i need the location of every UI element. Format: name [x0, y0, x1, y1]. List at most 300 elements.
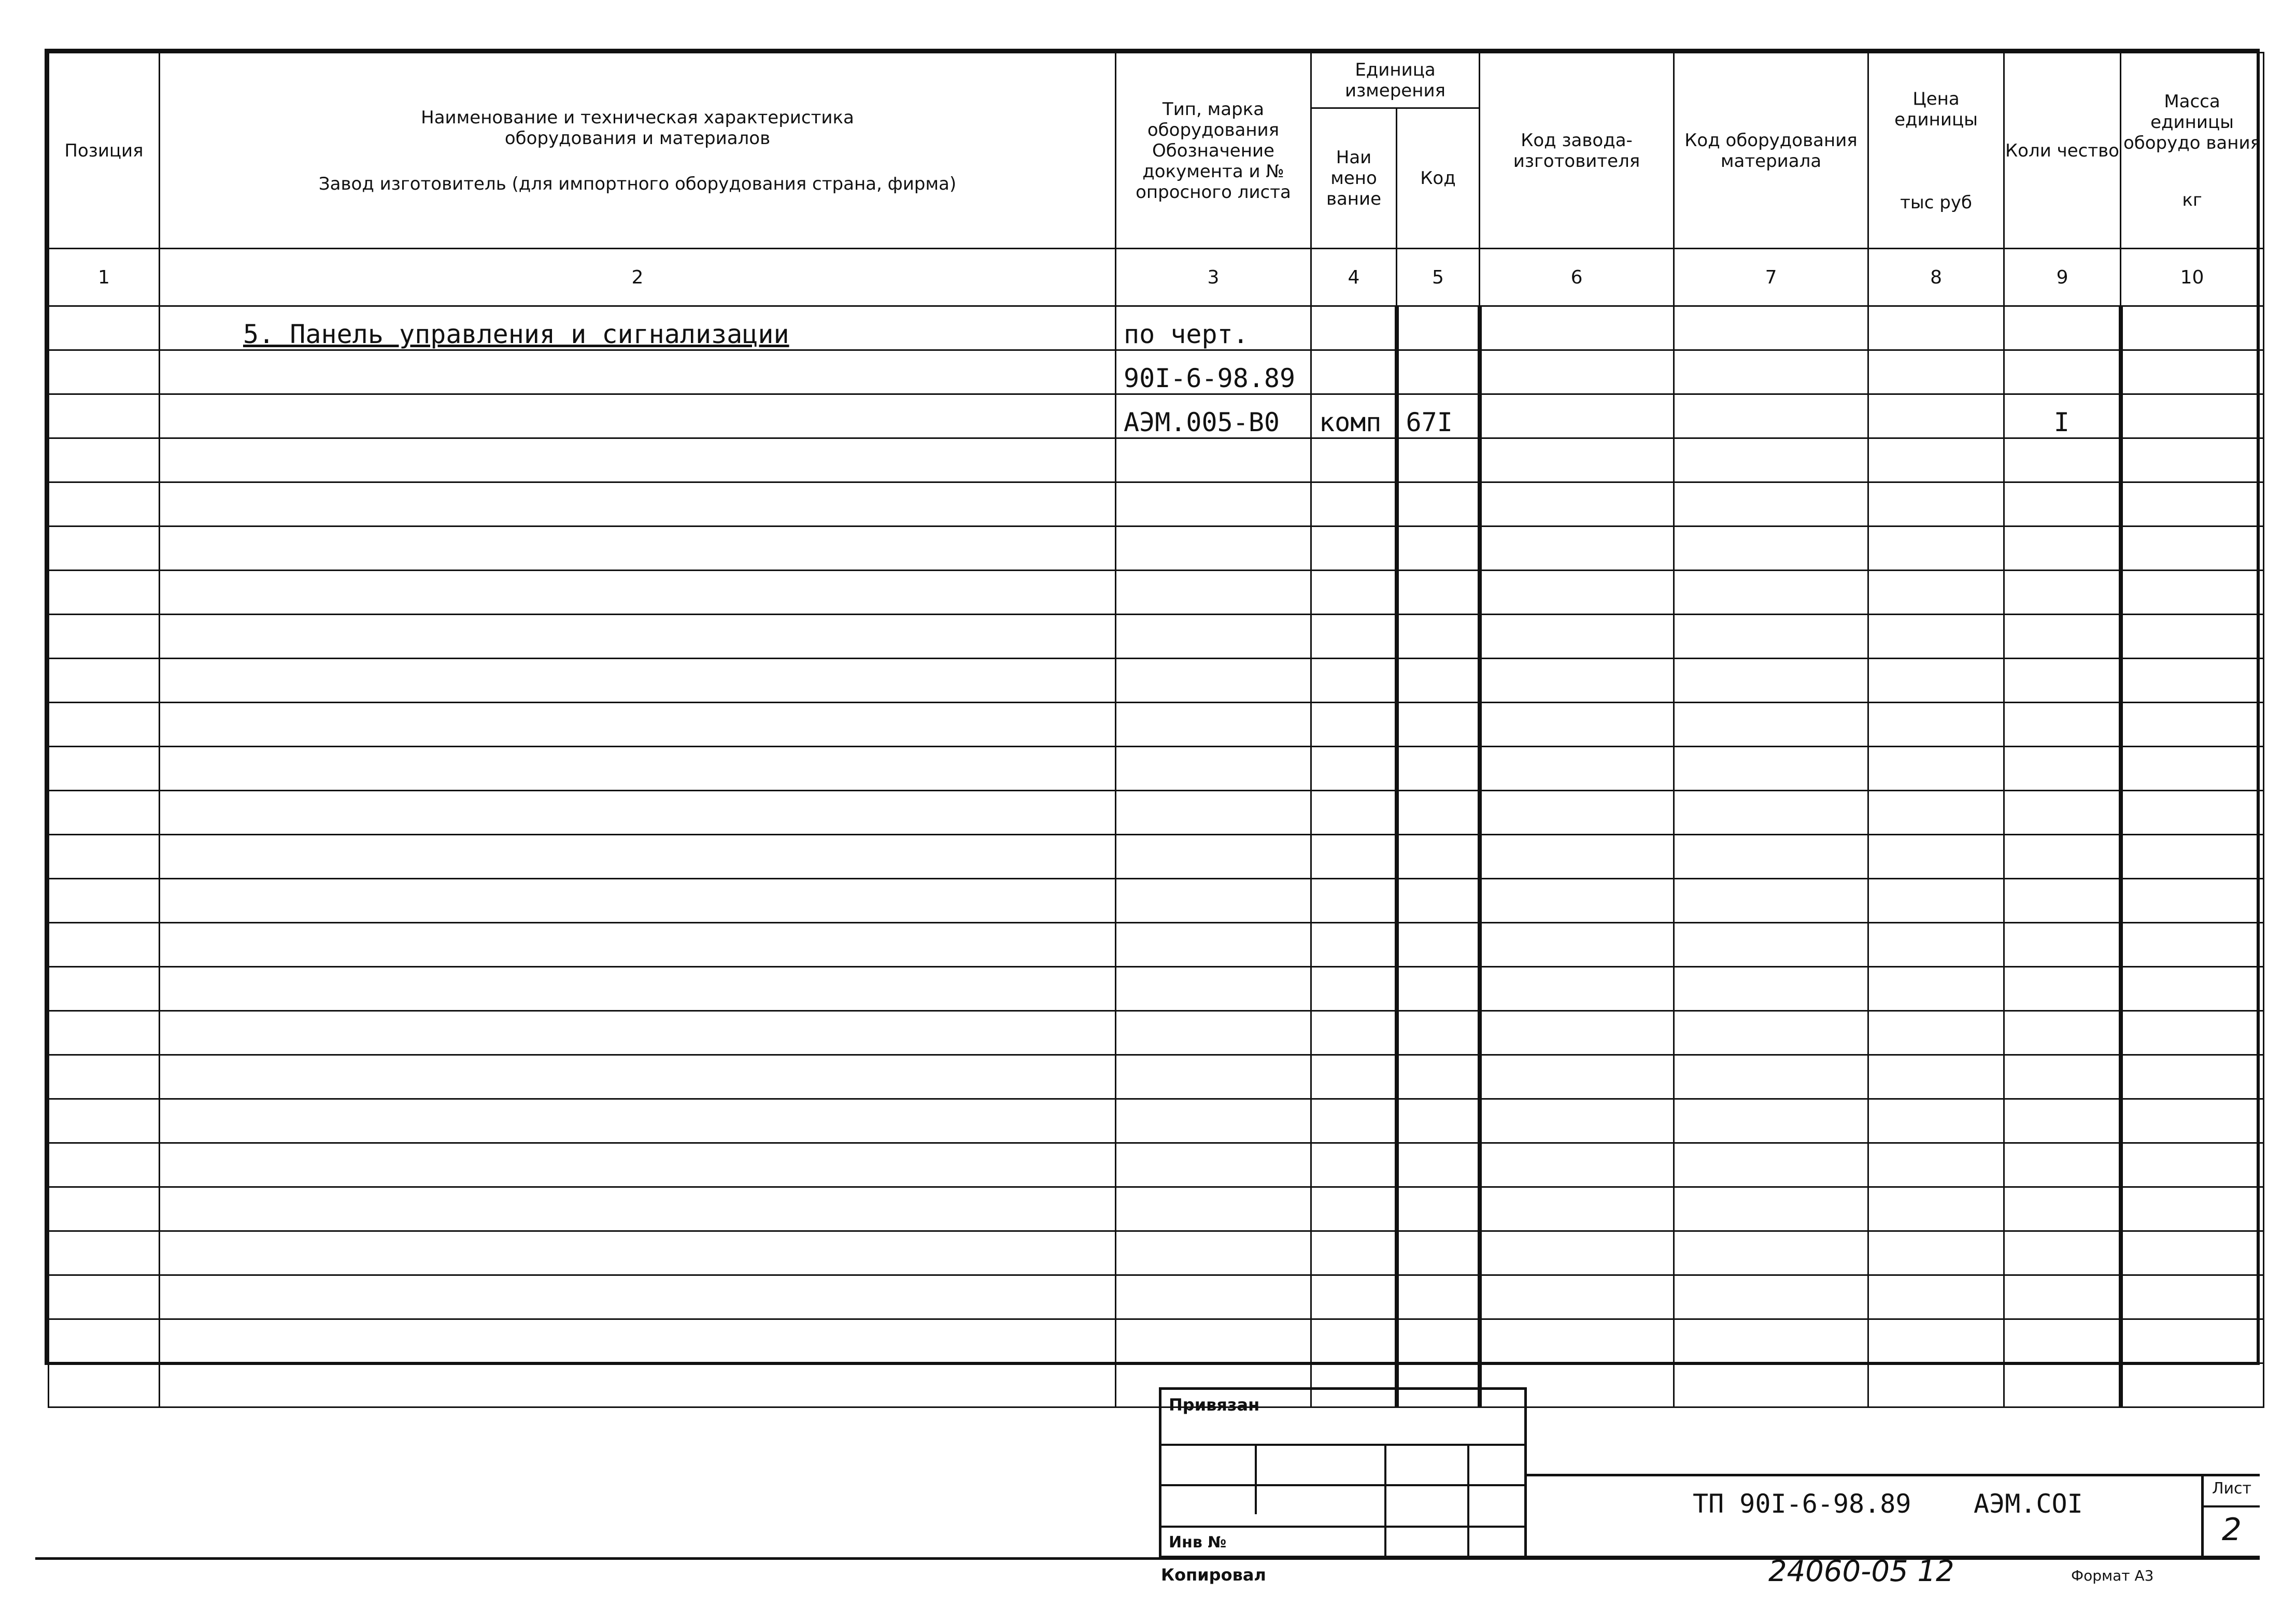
- mass-cell: [2121, 1099, 2264, 1143]
- maker-code-cell: [1480, 1143, 1674, 1187]
- quantity-cell: [2004, 791, 2121, 835]
- table-row: [49, 1319, 2264, 1363]
- name-cell: [160, 1319, 1116, 1363]
- equipment-code-cell: [1674, 394, 1868, 438]
- type-cell: [1116, 747, 1311, 791]
- table-row: [49, 438, 2264, 482]
- unit-code-cell: [1397, 659, 1480, 703]
- name-cell: [160, 967, 1116, 1011]
- quantity-cell: [2004, 1011, 2121, 1055]
- header-unit-name: Наи мено вание: [1311, 108, 1397, 249]
- type-cell: [1116, 527, 1311, 571]
- name-cell: 5. Панель управления и сигнализации: [160, 306, 1116, 350]
- header-price-unit: тыс руб: [1900, 192, 1972, 213]
- table-row: [49, 615, 2264, 659]
- maker-code-cell: [1480, 438, 1674, 482]
- table-row: [49, 394, 2264, 438]
- equipment-code-cell: [1674, 1055, 1868, 1099]
- binding-stamp: [1159, 1387, 1527, 1558]
- type-cell: [1116, 967, 1311, 1011]
- quantity-cell: [2004, 1099, 2121, 1143]
- equipment-code-cell: [1674, 923, 1868, 967]
- equipment-code-cell: [1674, 438, 1868, 482]
- maker-code-cell: [1480, 659, 1674, 703]
- mass-cell: [2121, 923, 2264, 967]
- type-cell: [1116, 791, 1311, 835]
- header-description-line1: Наименование и техническая характеристика: [421, 107, 854, 128]
- unit-code-cell: [1397, 350, 1480, 394]
- equipment-code-cell: [1674, 835, 1868, 879]
- maker-code-cell: [1480, 747, 1674, 791]
- type-cell: [1116, 571, 1311, 615]
- mass-cell: [2121, 1187, 2264, 1231]
- maker-code-cell: [1480, 967, 1674, 1011]
- unit-name-cell: [1311, 527, 1397, 571]
- mass-cell: [2121, 967, 2264, 1011]
- maker-code-cell: [1480, 703, 1674, 747]
- unit-code-cell: [1397, 438, 1480, 482]
- document-designation: ТП 90I-6-98.89: [1693, 1489, 1911, 1519]
- equipment-code-cell: [1674, 1319, 1868, 1363]
- position-cell: [49, 1099, 160, 1143]
- header-quantity: Коли чество: [2004, 53, 2121, 249]
- unit-name-cell: [1311, 923, 1397, 967]
- header-mass: [2121, 53, 2264, 249]
- position-cell: [49, 923, 160, 967]
- unit-name-cell: [1311, 747, 1397, 791]
- type-cell: [1116, 1275, 1311, 1319]
- name-cell: [160, 1187, 1116, 1231]
- mass-cell: [2121, 527, 2264, 571]
- type-cell: [1116, 438, 1311, 482]
- position-cell: [49, 482, 160, 527]
- stamp-divider: [1161, 1484, 1524, 1486]
- stamp-title: Привязан: [1169, 1395, 1260, 1415]
- unit-name-cell: [1311, 615, 1397, 659]
- mass-cell: [2121, 615, 2264, 659]
- position-cell: [49, 306, 160, 350]
- unit-code-cell: [1397, 482, 1480, 527]
- equipment-code-cell: [1674, 703, 1868, 747]
- equipment-code-cell: [1674, 1011, 1868, 1055]
- equipment-code-cell: [1674, 1099, 1868, 1143]
- mass-cell: [2121, 482, 2264, 527]
- equipment-code-cell: [1674, 1143, 1868, 1187]
- name-cell: [160, 527, 1116, 571]
- quantity-cell: [2004, 923, 2121, 967]
- equipment-code-cell: [1674, 571, 1868, 615]
- price-cell: [1868, 350, 2004, 394]
- unit-name-cell: [1311, 1011, 1397, 1055]
- mass-cell: [2121, 879, 2264, 923]
- name-cell: [160, 923, 1116, 967]
- position-cell: [49, 1363, 160, 1407]
- price-cell: [1868, 1363, 2004, 1407]
- unit-code-cell: [1397, 747, 1480, 791]
- price-cell: [1868, 1055, 2004, 1099]
- quantity-cell: [2004, 1275, 2121, 1319]
- mass-cell: [2121, 703, 2264, 747]
- quantity-cell: [2004, 306, 2121, 350]
- column-number-cell: 5: [1397, 249, 1480, 306]
- quantity-cell: [2004, 1143, 2121, 1187]
- type-cell: [1116, 1055, 1311, 1099]
- table-row: [49, 527, 2264, 571]
- name-cell: [160, 659, 1116, 703]
- type-cell: АЭМ.005-В0: [1116, 394, 1311, 438]
- maker-code-cell: [1480, 1187, 1674, 1231]
- maker-code-cell: [1480, 527, 1674, 571]
- stamp-divider: [1384, 1446, 1386, 1556]
- unit-name-cell: [1311, 350, 1397, 394]
- unit-code-cell: [1397, 791, 1480, 835]
- table-row: [49, 879, 2264, 923]
- unit-code-cell: [1397, 1055, 1480, 1099]
- table-row: [49, 923, 2264, 967]
- maker-code-cell: [1480, 615, 1674, 659]
- mass-cell: [2121, 1319, 2264, 1363]
- equipment-code-cell: [1674, 791, 1868, 835]
- table-row: [49, 1011, 2264, 1055]
- unit-code-cell: [1397, 703, 1480, 747]
- table-row: [49, 571, 2264, 615]
- price-cell: [1868, 747, 2004, 791]
- header-description-line3: Завод изготовитель (для импортного оборудования страна, фирма): [318, 173, 957, 194]
- mass-cell: [2121, 394, 2264, 438]
- quantity-cell: [2004, 703, 2121, 747]
- column-number-cell: 6: [1480, 249, 1674, 306]
- sheet-number-box: [2201, 1476, 2260, 1556]
- unit-name-cell: [1311, 791, 1397, 835]
- price-cell: [1868, 1011, 2004, 1055]
- price-cell: [1868, 394, 2004, 438]
- name-cell: [160, 1143, 1116, 1187]
- table-row: [49, 1055, 2264, 1099]
- equipment-code-cell: [1674, 1187, 1868, 1231]
- equipment-code-cell: [1674, 879, 1868, 923]
- column-number-cell: 9: [2004, 249, 2121, 306]
- price-cell: [1868, 527, 2004, 571]
- table-row: [49, 1187, 2264, 1231]
- stamp-divider: [1161, 1526, 1524, 1528]
- name-cell: [160, 1231, 1116, 1275]
- price-cell: [1868, 1231, 2004, 1275]
- unit-code-cell: [1397, 1011, 1480, 1055]
- position-cell: [49, 571, 160, 615]
- equipment-code-cell: [1674, 350, 1868, 394]
- name-cell: [160, 1099, 1116, 1143]
- mass-cell: [2121, 1275, 2264, 1319]
- quantity-cell: I: [2004, 394, 2121, 438]
- price-cell: [1868, 659, 2004, 703]
- type-cell: [1116, 923, 1311, 967]
- header-equipment-code: Код оборудования материала: [1674, 53, 1868, 249]
- header-type: Тип, марка оборудования Обозначение документа и № опросного листа: [1116, 53, 1311, 249]
- unit-code-cell: [1397, 571, 1480, 615]
- name-cell: [160, 703, 1116, 747]
- quantity-cell: [2004, 1187, 2121, 1231]
- header-unit-group: Единица измерения: [1311, 53, 1480, 108]
- maker-code-cell: [1480, 879, 1674, 923]
- maker-code-cell: [1480, 1319, 1674, 1363]
- maker-code-cell: [1480, 791, 1674, 835]
- table-row: [49, 1099, 2264, 1143]
- type-cell: [1116, 835, 1311, 879]
- type-cell: [1116, 1099, 1311, 1143]
- name-cell: [160, 615, 1116, 659]
- unit-name-cell: [1311, 306, 1397, 350]
- unit-code-cell: [1397, 967, 1480, 1011]
- price-cell: [1868, 1143, 2004, 1187]
- table-row: [49, 659, 2264, 703]
- unit-code-cell: [1397, 1275, 1480, 1319]
- price-cell: [1868, 967, 2004, 1011]
- table-row: [49, 1275, 2264, 1319]
- table-body: [49, 306, 2264, 1407]
- maker-code-cell: [1480, 571, 1674, 615]
- equipment-code-cell: [1674, 659, 1868, 703]
- type-cell: [1116, 1143, 1311, 1187]
- price-cell: [1868, 1187, 2004, 1231]
- sheet-label: Лист: [2204, 1479, 2260, 1507]
- equipment-code-cell: [1674, 967, 1868, 1011]
- unit-name-cell: комп: [1311, 394, 1397, 438]
- quantity-cell: [2004, 879, 2121, 923]
- name-cell: [160, 1055, 1116, 1099]
- name-cell: [160, 571, 1116, 615]
- column-number-cell: 10: [2121, 249, 2264, 306]
- name-cell: [160, 350, 1116, 394]
- mass-cell: [2121, 438, 2264, 482]
- price-cell: [1868, 438, 2004, 482]
- unit-code-cell: 67I: [1397, 394, 1480, 438]
- quantity-cell: [2004, 1055, 2121, 1099]
- price-cell: [1868, 482, 2004, 527]
- table-row: [49, 350, 2264, 394]
- unit-name-cell: [1311, 571, 1397, 615]
- maker-code-cell: [1480, 350, 1674, 394]
- quantity-cell: [2004, 571, 2121, 615]
- equipment-code-cell: [1674, 615, 1868, 659]
- table-row: [49, 482, 2264, 527]
- unit-name-cell: [1311, 1055, 1397, 1099]
- mass-cell: [2121, 659, 2264, 703]
- mass-cell: [2121, 571, 2264, 615]
- maker-code-cell: [1480, 1275, 1674, 1319]
- quantity-cell: [2004, 967, 2121, 1011]
- quantity-cell: [2004, 527, 2121, 571]
- position-cell: [49, 438, 160, 482]
- maker-code-cell: [1480, 306, 1674, 350]
- mass-cell: [2121, 350, 2264, 394]
- name-cell: [160, 747, 1116, 791]
- unit-code-cell: [1397, 1187, 1480, 1231]
- stamp-divider: [1255, 1446, 1257, 1514]
- column-number-cell: 7: [1674, 249, 1868, 306]
- name-cell: [160, 791, 1116, 835]
- header-mass-unit: кг: [2182, 189, 2202, 210]
- mass-cell: [2121, 1363, 2264, 1407]
- quantity-cell: [2004, 747, 2121, 791]
- position-cell: [49, 1319, 160, 1363]
- column-number-cell: 4: [1311, 249, 1397, 306]
- position-cell: [49, 1231, 160, 1275]
- document-code: АЭМ.СОI: [1974, 1489, 2083, 1519]
- table-row: [49, 703, 2264, 747]
- name-cell: [160, 1275, 1116, 1319]
- quantity-cell: [2004, 438, 2121, 482]
- maker-code-cell: [1480, 482, 1674, 527]
- unit-code-cell: [1397, 1231, 1480, 1275]
- unit-name-cell: [1311, 1231, 1397, 1275]
- mass-cell: [2121, 1231, 2264, 1275]
- header-description-line2: оборудования и материалов: [504, 127, 771, 149]
- table-row: [49, 747, 2264, 791]
- table-row: [49, 1363, 2264, 1407]
- price-cell: [1868, 879, 2004, 923]
- position-cell: [49, 1187, 160, 1231]
- equipment-code-cell: [1674, 482, 1868, 527]
- equipment-code-cell: [1674, 747, 1868, 791]
- mass-cell: [2121, 1011, 2264, 1055]
- unit-name-cell: [1311, 967, 1397, 1011]
- unit-code-cell: [1397, 615, 1480, 659]
- position-cell: [49, 967, 160, 1011]
- type-cell: [1116, 879, 1311, 923]
- header-unit-code: Код: [1397, 108, 1480, 249]
- quantity-cell: [2004, 615, 2121, 659]
- type-cell: по черт.: [1116, 306, 1311, 350]
- type-cell: [1116, 659, 1311, 703]
- mass-cell: [2121, 747, 2264, 791]
- column-number-cell: 3: [1116, 249, 1311, 306]
- maker-code-cell: [1480, 394, 1674, 438]
- table-row: [49, 1231, 2264, 1275]
- column-number-row: [49, 249, 2264, 306]
- price-cell: [1868, 615, 2004, 659]
- unit-name-cell: [1311, 1099, 1397, 1143]
- unit-name-cell: [1311, 1187, 1397, 1231]
- column-number-cell: 1: [49, 249, 160, 306]
- quantity-cell: [2004, 482, 2121, 527]
- table-row: [49, 791, 2264, 835]
- price-cell: [1868, 1275, 2004, 1319]
- header-maker-code: Код завода-изготовителя: [1480, 53, 1674, 249]
- position-cell: [49, 1011, 160, 1055]
- price-cell: [1868, 791, 2004, 835]
- name-cell: [160, 394, 1116, 438]
- name-cell: [160, 1363, 1116, 1407]
- mass-cell: [2121, 835, 2264, 879]
- type-cell: [1116, 1319, 1311, 1363]
- price-cell: [1868, 1319, 2004, 1363]
- type-cell: [1116, 482, 1311, 527]
- position-cell: [49, 747, 160, 791]
- equipment-code-cell: [1674, 1275, 1868, 1319]
- title-block: [1527, 1474, 2260, 1558]
- unit-name-cell: [1311, 482, 1397, 527]
- type-cell: [1116, 1187, 1311, 1231]
- type-cell: [1116, 615, 1311, 659]
- sheet-number: 2: [2221, 1512, 2242, 1548]
- unit-code-cell: [1397, 306, 1480, 350]
- position-cell: [49, 527, 160, 571]
- header-price: [1868, 53, 2004, 249]
- price-cell: [1868, 1099, 2004, 1143]
- quantity-cell: [2004, 1231, 2121, 1275]
- unit-code-cell: [1397, 879, 1480, 923]
- price-cell: [1868, 835, 2004, 879]
- mass-cell: [2121, 791, 2264, 835]
- format-label: Формат А3: [2071, 1567, 2154, 1584]
- maker-code-cell: [1480, 835, 1674, 879]
- maker-code-cell: [1480, 1055, 1674, 1099]
- name-cell: [160, 438, 1116, 482]
- price-cell: [1868, 571, 2004, 615]
- specification-table: [48, 52, 2264, 1408]
- price-cell: [1868, 703, 2004, 747]
- unit-name-cell: [1311, 659, 1397, 703]
- type-cell: 90I-6-98.89: [1116, 350, 1311, 394]
- unit-code-cell: [1397, 1099, 1480, 1143]
- type-cell: [1116, 703, 1311, 747]
- type-cell: [1116, 1231, 1311, 1275]
- unit-code-cell: [1397, 1143, 1480, 1187]
- position-cell: [49, 703, 160, 747]
- position-cell: [49, 1055, 160, 1099]
- position-cell: [49, 1143, 160, 1187]
- table-row: [49, 967, 2264, 1011]
- name-cell: [160, 835, 1116, 879]
- name-cell: [160, 482, 1116, 527]
- archive-number: 24060-05 12: [1768, 1555, 1954, 1588]
- specification-sheet: [45, 49, 2260, 1365]
- stamp-divider: [1161, 1444, 1524, 1446]
- equipment-code-cell: [1674, 306, 1868, 350]
- name-cell: [160, 879, 1116, 923]
- maker-code-cell: [1480, 1231, 1674, 1275]
- position-cell: [49, 879, 160, 923]
- unit-name-cell: [1311, 438, 1397, 482]
- unit-name-cell: [1311, 1319, 1397, 1363]
- position-cell: [49, 835, 160, 879]
- type-cell: [1116, 1011, 1311, 1055]
- position-cell: [49, 1275, 160, 1319]
- mass-cell: [2121, 1143, 2264, 1187]
- equipment-code-cell: [1674, 1231, 1868, 1275]
- maker-code-cell: [1480, 1099, 1674, 1143]
- name-cell: [160, 1011, 1116, 1055]
- header-mass-label: Масса единицы оборудо вания: [2123, 91, 2261, 153]
- mass-cell: [2121, 306, 2264, 350]
- unit-name-cell: [1311, 879, 1397, 923]
- position-cell: [49, 394, 160, 438]
- price-cell: [1868, 923, 2004, 967]
- column-number-cell: 8: [1868, 249, 2004, 306]
- unit-name-cell: [1311, 1143, 1397, 1187]
- unit-code-cell: [1397, 1319, 1480, 1363]
- price-cell: [1868, 306, 2004, 350]
- unit-code-cell: [1397, 923, 1480, 967]
- quantity-cell: [2004, 1363, 2121, 1407]
- mass-cell: [2121, 1055, 2264, 1099]
- unit-code-cell: [1397, 527, 1480, 571]
- position-cell: [49, 659, 160, 703]
- header-price-label: Цена единицы: [1894, 88, 1978, 130]
- quantity-cell: [2004, 835, 2121, 879]
- table-row: [49, 306, 2264, 350]
- stamp-inventory-label: Инв №: [1169, 1533, 1227, 1552]
